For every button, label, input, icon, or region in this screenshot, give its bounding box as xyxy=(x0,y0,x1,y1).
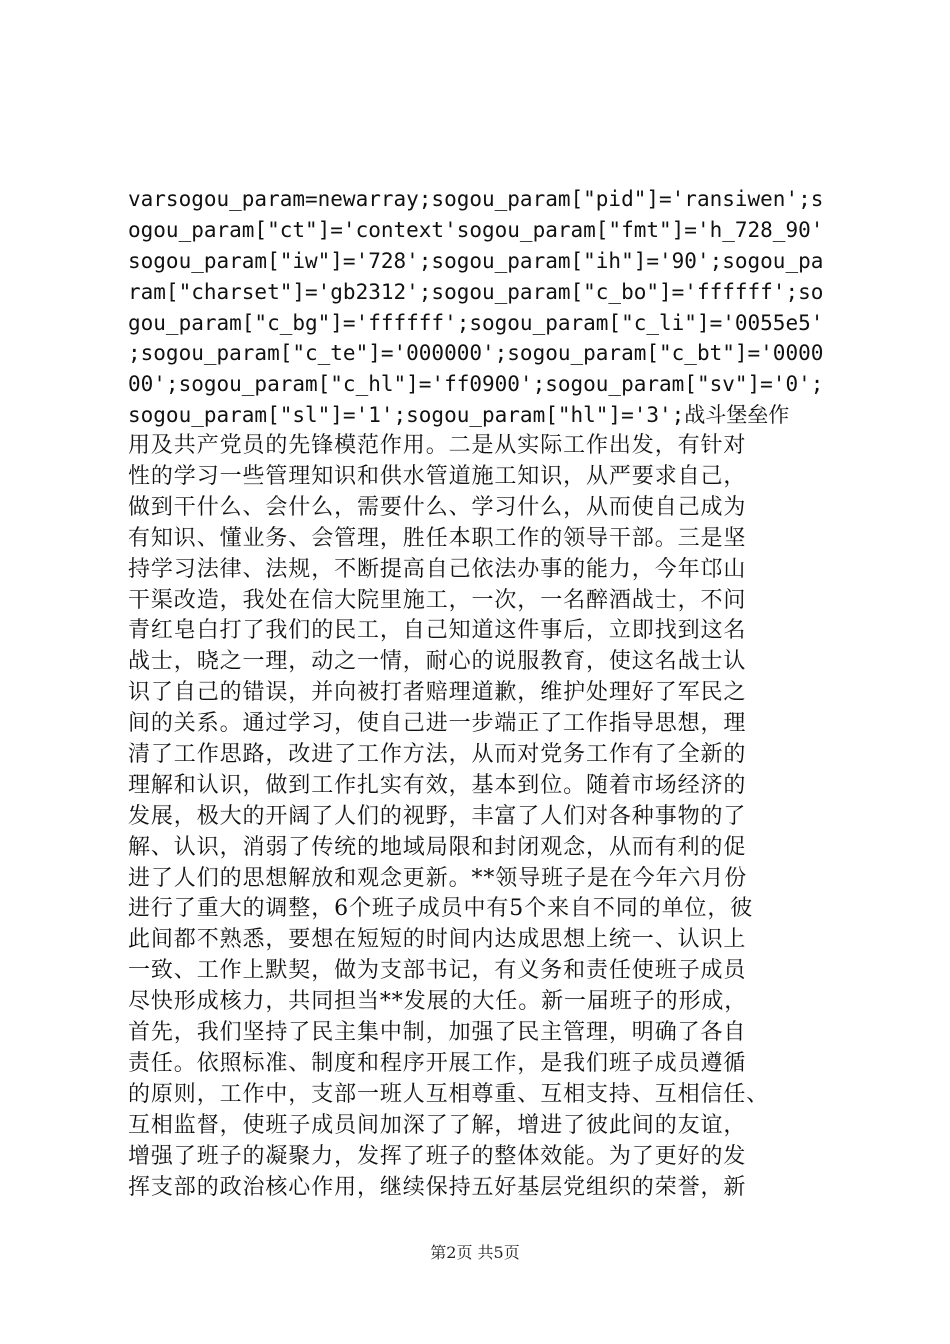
text-line: 进了人们的思想解放和观念更新。**领导班子是在今年六月份 xyxy=(128,865,748,891)
text-line: 战士，晓之一理，动之一情，耐心的说服教育，使这名战士认 xyxy=(128,649,747,675)
text-line: ram["charset"]='gb2312';sogou_param["c_bo"]='ffffff';so xyxy=(128,279,824,304)
text-line: 性的学习一些管理知识和供水管道施工知识，从严要求自己， xyxy=(128,464,747,490)
text-line: 青红皂白打了我们的民工，自己知道这件事后，立即找到这名 xyxy=(128,618,747,644)
text-line: 发展，极大的开阔了人们的视野，丰富了人们对各种事物的了 xyxy=(128,803,747,829)
text-line: 解、认识，消弱了传统的地域局限和封闭观念，从而有利的促 xyxy=(128,834,747,860)
text-line: 一致、工作上默契，做为支部书记，有义务和责任使班子成员 xyxy=(128,958,747,984)
text-line: 责任。依照标准、制度和程序开展工作，是我们班子成员遵循 xyxy=(128,1050,747,1076)
text-line: 干渠改造，我处在信大院里施工，一次，一名醉酒战士，不问 xyxy=(128,587,747,613)
text-line: 尽快形成核力，共同担当**发展的大任。新一届班子的形成， xyxy=(128,989,748,1015)
text-line: 识了自己的错误，并向被打者赔理道歉，维护处理好了军民之 xyxy=(128,680,747,706)
text-line: gou_param["c_bg"]='ffffff';sogou_param["c_li"]='0055e5' xyxy=(128,310,824,335)
body-text xyxy=(128,184,832,1203)
page-indicator: 第2页 共5页 xyxy=(430,1243,520,1262)
text-line: 的原则，工作中，支部一班人互相尊重、互相支持、互相信任、 xyxy=(128,1081,770,1107)
text-line: varsogou_param=newarray;sogou_param["pid"]='ransiwen';s xyxy=(128,187,824,211)
text-line: 此间都不熟悉，要想在短短的时间内达成思想上统一、认识上 xyxy=(128,927,747,953)
text-line: 有知识、懂业务、会管理，胜任本职工作的领导干部。三是坚 xyxy=(128,525,747,551)
text-line: sogou_param["sl"]='1';sogou_param["hl"]='3';战斗堡垒作 xyxy=(128,403,790,428)
text-line: 用及共产党员的先锋模范作用。二是从实际工作出发，有针对 xyxy=(128,433,747,459)
text-line: 首先，我们坚持了民主集中制，加强了民主管理，明确了各自 xyxy=(128,1020,747,1046)
text-line: 清了工作思路，改进了工作方法，从而对党务工作有了全新的 xyxy=(128,742,747,768)
text-line: ;sogou_param["c_te"]='000000';sogou_param["c_bt"]='0000 xyxy=(128,341,824,366)
text-line: 互相监督，使班子成员间加深了了解，增进了彼此间的友谊， xyxy=(128,1112,747,1138)
text-line: ogou_param["ct"]='context'sogou_param["fmt"]='h_728_90' xyxy=(128,217,824,242)
text-line: 00';sogou_param["c_hl"]='ff0900';sogou_param["sv"]='0'; xyxy=(128,372,824,397)
text-line: 理解和认识，做到工作扎实有效，基本到位。随着市场经济的 xyxy=(128,772,747,798)
text-line: 进行了重大的调整，6个班子成员中有5个来自不同的单位，彼 xyxy=(128,896,754,922)
text-line: 增强了班子的凝聚力，发挥了班子的整体效能。为了更好的发 xyxy=(128,1143,747,1169)
text-line: sogou_param["iw"]='728';sogou_param["ih"]='90';sogou_pa xyxy=(128,248,824,273)
text-line: 挥支部的政治核心作用，继续保持五好基层党组织的荣誉，新 xyxy=(128,1174,747,1200)
text-line: 持学习法律、法规，不断提高自己依法办事的能力，今年邙山 xyxy=(128,556,747,582)
text-line: 做到干什么、会什么，需要什么、学习什么，从而使自己成为 xyxy=(128,494,747,520)
text-line: 间的关系。通过学习，使自己进一步端正了工作指导思想，理 xyxy=(128,711,747,737)
